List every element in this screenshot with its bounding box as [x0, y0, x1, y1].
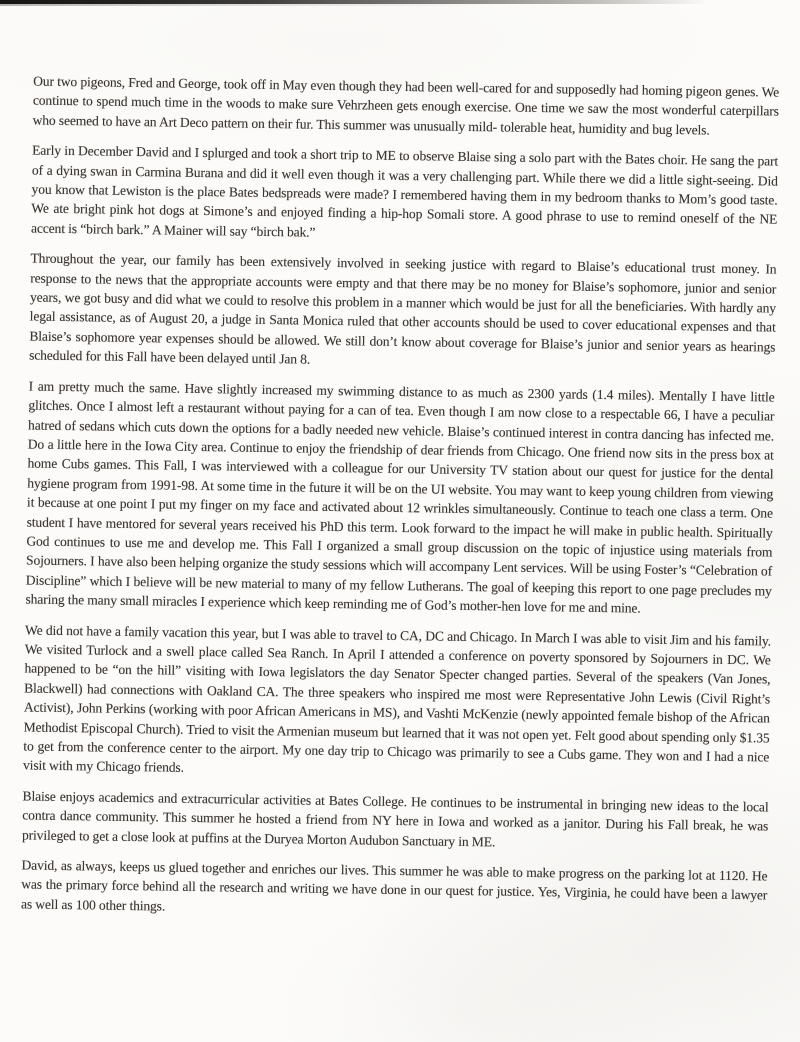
- paragraph-travels: We did not have a family vacation this year, but I was able to travel to CA, DC and Chicago. In March I was able to visit Jim and his family. We visited Turlock and a swell place called Sea Ranch. In April I attended a conference on poverty sponsored by Sojourners in DC. We happened to be “on the hill” visiting with Iowa legislators the day Senator Specter changed parties. Several of the speakers (Van Jones, Blackwell) had connections with Oakland CA. The three speakers who inspired me most were Representative John Lewis (Civil Right’s Activist), John Perkins (working with poor African Americans in MS), and Vashti McKenzie (newly appointed female bishop of the African Methodist Episcopal Church). Tried to visit the Armenian museum but learned that it was not open yet. Felt good about spending only $1.35 to get from the conference center to the airport. My one day trip to Chicago was primarily to see a Cubs game. They won and I had a nice visit with my Chicago friends.: [22, 622, 772, 776]
- paragraph-personal-update: I am pretty much the same. Have slightly increased my swimming distance to as much as 2300 yards (1.4 miles). Mentally I have little glitches. Once I almost left a restaurant without paying for a can of tea. Even though I am now close to a respectable 66, I have a peculiar hatred of sedans which cuts down the options for a badly needed new vehicle. Blaise’s continued interest in contra dancing has infected me. Do a little here in the Iowa City area. Continue to enjoy the friendship of dear friends from Chicago. One friend now sits in the press box at home Cubs games. This Fall, I was interviewed with a colleague for our University TV station about our quest for justice for the dental hygiene program from 1991-98. At some time in the future it will be on the UI website. You may want to keep young children from viewing it because at one point I put my finger on my face and activated about 12 wrinkles simultaneously. Continue to teach one class a term. One student I have mentored for several years received his PhD this term. Look forward to the impact he will make in public health. Spiritually God continues to use me and develop me. This Fall I organized a small group discussion on the topic of injustice using materials from Sojourners. I have also been helping organize the study sessions which will accompany Lent services. Will be using Foster’s “Celebration of Discipline” which I believe will be new material to many of my fellow Lutherans. The goal of keeping this report to one page precludes my sharing the many small miracles I experience which keep reminding me of God’s mother-hen love for me and mine.: [25, 378, 775, 616]
- paragraph-blaise-update: Blaise enjoys academics and extracurricular activities at Bates College. He continues to be instrumental in bringing new ideas to the local contra dance community. This summer he hosted a friend from NY here in Iowa and worked as a janitor. During his Fall break, he was privileged to get a close look at puffins at the Duryea Morton Audubon Sanctuary in ME.: [21, 788, 769, 850]
- letter-text-block: [21, 72, 780, 936]
- paragraph-trust-money-justice: Throughout the year, our family has been extensively involved in seeking justice with regard to Blaise’s educational trust money. In response to the news that the appropriate accounts were empty and that there may be no money for Blaise’s sophomore, junior and senior years, we got busy and did what we could to resolve this problem in a manner which would be just for all the beneficiaries. With hardly any legal assistance, as of August 20, a judge in Santa Monica ruled that other accounts should be used to cover educational expenses and that Blaise’s sophomore year expenses should be allowed. We still don’t know about coverage for Blaise’s junior and senior years as hearings scheduled for this Fall have been delayed until Jan 8.: [29, 250, 777, 367]
- scanner-edge-artifact-shadow: [0, 4, 520, 6]
- paragraph-david-update: David, as always, keeps us glued together and enriches our lives. This summer he was able to make progress on the parking lot at 1120. He was the primary force behind all the research and writing we have done in our quest for justice. Yes, Virginia, he could have been a lawyer as well as 100 other things.: [20, 857, 768, 914]
- paragraph-pigeons-and-summer: Our two pigeons, Fred and George, took off in May even though they had been well-cared for and supposedly had homing pigeon genes. We continue to spend much time in the woods to make sure Vehrzheen gets enough exercise. One time we saw the most wonderful caterpillars who seemed to have an Art Deco pattern on their fur. This summer was unusually mild- tolerable heat, humidity and bug levels.: [32, 73, 780, 138]
- paragraph-maine-trip: Early in December David and I splurged and took a short trip to ME to observe Blaise sing a solo part with the Bates choir. He sang the part of a dying swan in Carmina Burana and did it well even though it was a very challenging part. While there we did a little sight-seeing. Did you know that Lewiston is the place Bates bedspreads were made? I remembered having them in my bedroom thanks to Mom’s good taste. We ate bright pink hot dogs at Simone’s and enjoyed finding a hip-hop Somali store. A good phrase to use to remind oneself of the NE accent is “birch bark.” A Mainer will say “birch bak.”: [30, 142, 779, 240]
